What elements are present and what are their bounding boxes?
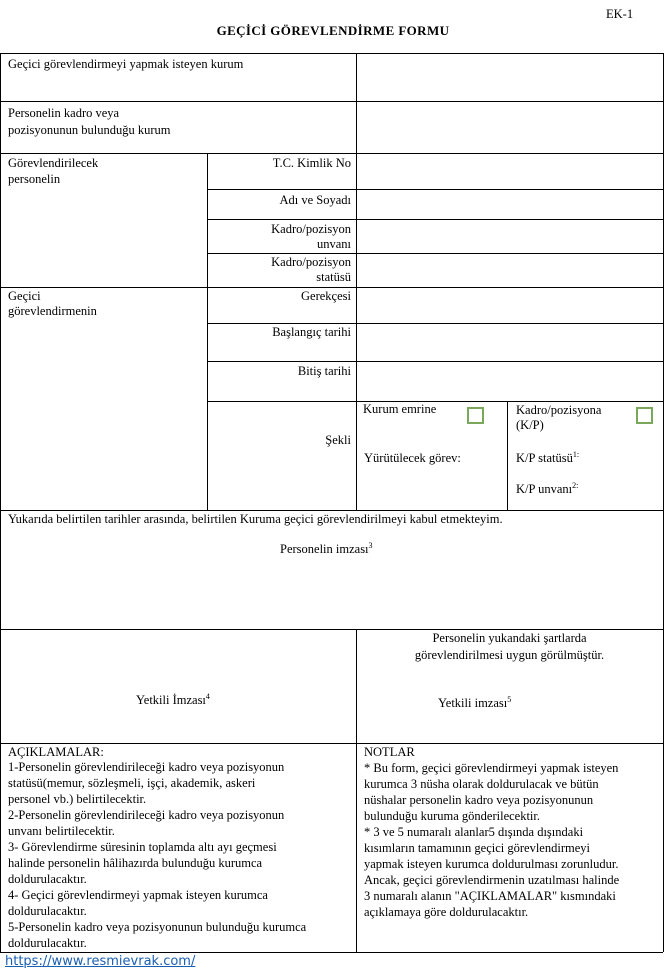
aciklamalar-heading: AÇIKLAMALAR:	[8, 745, 104, 759]
list-item: doldurulacaktır.	[8, 936, 87, 950]
list-item: personel vb.) belirtilecektir.	[8, 792, 147, 806]
list-item: 5-Personelin kadro veya pozisyonunun bulunduğu kurumca	[8, 920, 307, 934]
unvan-label-line2: unvanı	[316, 237, 351, 251]
personel-label-line2: personelin	[8, 172, 61, 186]
list-item: doldurulacaktır.	[8, 904, 87, 918]
personel-imza-sup: 3	[368, 540, 373, 550]
tc-label: T.C. Kimlik No	[272, 156, 351, 170]
bitis-field[interactable]	[358, 363, 661, 400]
personel-imza-text: Personelin imzası	[280, 542, 369, 556]
onay-line1: Personelin yukandaki şartlarda	[432, 631, 587, 645]
consent-text: Yukarıda belirtilen tarihler arasında, belirtilen Kuruma geçici görevlendirilmeyi kabul etmekteyim.	[8, 512, 503, 526]
kurum-label: Geçici görevlendirmeyi yapmak isteyen kurum	[8, 57, 244, 71]
statu-label-line2: statüsü	[316, 270, 351, 284]
list-item: 4- Geçici görevlendirmeyi yapmak isteyen kurumca	[8, 888, 268, 902]
bitis-label: Bitiş tarihi	[297, 364, 351, 378]
kadro-kurum-field[interactable]	[358, 103, 661, 152]
baslangic-field[interactable]	[358, 325, 661, 360]
yetkili-imza-left-sup: 4	[205, 691, 210, 701]
kadro-pozisyona-checkbox[interactable]	[636, 407, 653, 424]
kp-statu-sup: 1:	[572, 449, 580, 459]
gecici-label-line1: Geçici	[8, 289, 41, 303]
list-item: kısımların tamamının geçici görevlendirmeyi	[364, 841, 590, 855]
tc-field[interactable]	[358, 155, 661, 188]
sekli-label: Şekli	[325, 433, 351, 447]
list-item: 2-Personelin görevlendirileceği kadro veya pozisyonun	[8, 808, 285, 822]
kp-label-line2: (K/P)	[516, 418, 544, 432]
kp-label-line1: Kadro/pozisyona	[516, 403, 602, 417]
kurum-emrine-checkbox[interactable]	[467, 407, 484, 424]
yetkili-imza-right-sup: 5	[507, 694, 512, 704]
form-code: EK-1	[606, 7, 634, 21]
notlar-heading: NOTLAR	[364, 745, 415, 759]
kadro-kurum-label-line1: Personelin kadro veya	[8, 106, 120, 120]
list-item: unvanı belirtilecektir.	[8, 824, 115, 838]
kp-unvan-sup: 2:	[572, 480, 579, 490]
onay-line2: görevlendirilmesi uygun görülmüştür.	[414, 648, 605, 662]
list-item: açıklamaya göre doldurulacaktır.	[364, 905, 529, 919]
yetkili-imza-right	[438, 696, 511, 711]
list-item: kurumca 3 nüsha olarak doldurulacak ve bütün	[364, 777, 599, 791]
list-item: statüsü(memur, sözleşmeli, işçi, akademik, askeri	[8, 776, 256, 790]
kadro-kurum-label-line2: pozisyonunun bulunduğu kurum	[8, 123, 171, 137]
form-title: GEÇİCİ GÖREVLENDİRME FORMU	[216, 23, 450, 38]
ad-soyad-label: Adı ve Soyadı	[279, 193, 351, 207]
list-item: 3- Görevlendirme süresinin toplamda altı ayı geçmesi	[8, 840, 277, 854]
kp-unvan-text: K/P unvanı	[516, 482, 573, 496]
personel-label-line1: Görevlendirilecek	[8, 156, 99, 170]
statu-field[interactable]	[358, 255, 661, 286]
kurum-field[interactable]	[358, 55, 661, 100]
list-item: nüshalar personelin kadro veya pozisyonunun	[364, 793, 594, 807]
list-item: 1-Personelin görevlendirileceği kadro veya pozisyonun	[8, 760, 285, 774]
list-item: 3 numaralı alanın "AÇIKLAMALAR" kısmındaki	[364, 889, 616, 903]
gecici-label-line2: görevlendirmenin	[8, 304, 97, 318]
unvan-label-line1: Kadro/pozisyon	[271, 222, 351, 236]
yetkili-imza-left	[136, 693, 210, 708]
kp-statu-text: K/P statüsü	[516, 451, 573, 465]
baslangic-label: Başlangıç tarihi	[272, 325, 351, 339]
list-item: * 3 ve 5 numaralı alanlar5 dışında dışındaki	[364, 825, 584, 839]
yurutulecek-gorev-label: Yürütülecek görev:	[364, 451, 461, 465]
yetkili-imza-left-text: Yetkili İmzası	[136, 693, 206, 707]
personel-imza-field[interactable]	[2, 560, 661, 627]
list-item: doldurulacaktır.	[8, 872, 87, 886]
list-item: yapmak isteyen kurumca doldurulması zorunludur.	[364, 857, 619, 871]
personel-imza-label	[280, 542, 373, 557]
gerekce-field[interactable]	[358, 289, 661, 322]
source-link[interactable]: https://www.resmievrak.com/	[5, 954, 196, 969]
kp-statu-label	[516, 451, 579, 466]
list-item: * Bu form, geçici görevlendirmeyi yapmak isteyen	[364, 761, 619, 775]
ad-soyad-field[interactable]	[358, 191, 661, 218]
gerekce-label: Gerekçesi	[301, 289, 351, 303]
list-item: bulunduğu kuruma gönderilecektir.	[364, 809, 541, 823]
unvan-field[interactable]	[358, 221, 661, 252]
list-item: Ancak, geçici görevlendirmenin uzatılması halinde	[364, 873, 620, 887]
kp-unvan-label	[516, 482, 578, 497]
kurum-emrine-label: Kurum emrine	[363, 402, 437, 416]
list-item: halinde personelin hâlihazırda bulunduğu kurumca	[8, 856, 263, 870]
yetkili-imza-right-text: Yetkili imzası	[438, 696, 508, 710]
statu-label-line1: Kadro/pozisyon	[271, 255, 351, 269]
